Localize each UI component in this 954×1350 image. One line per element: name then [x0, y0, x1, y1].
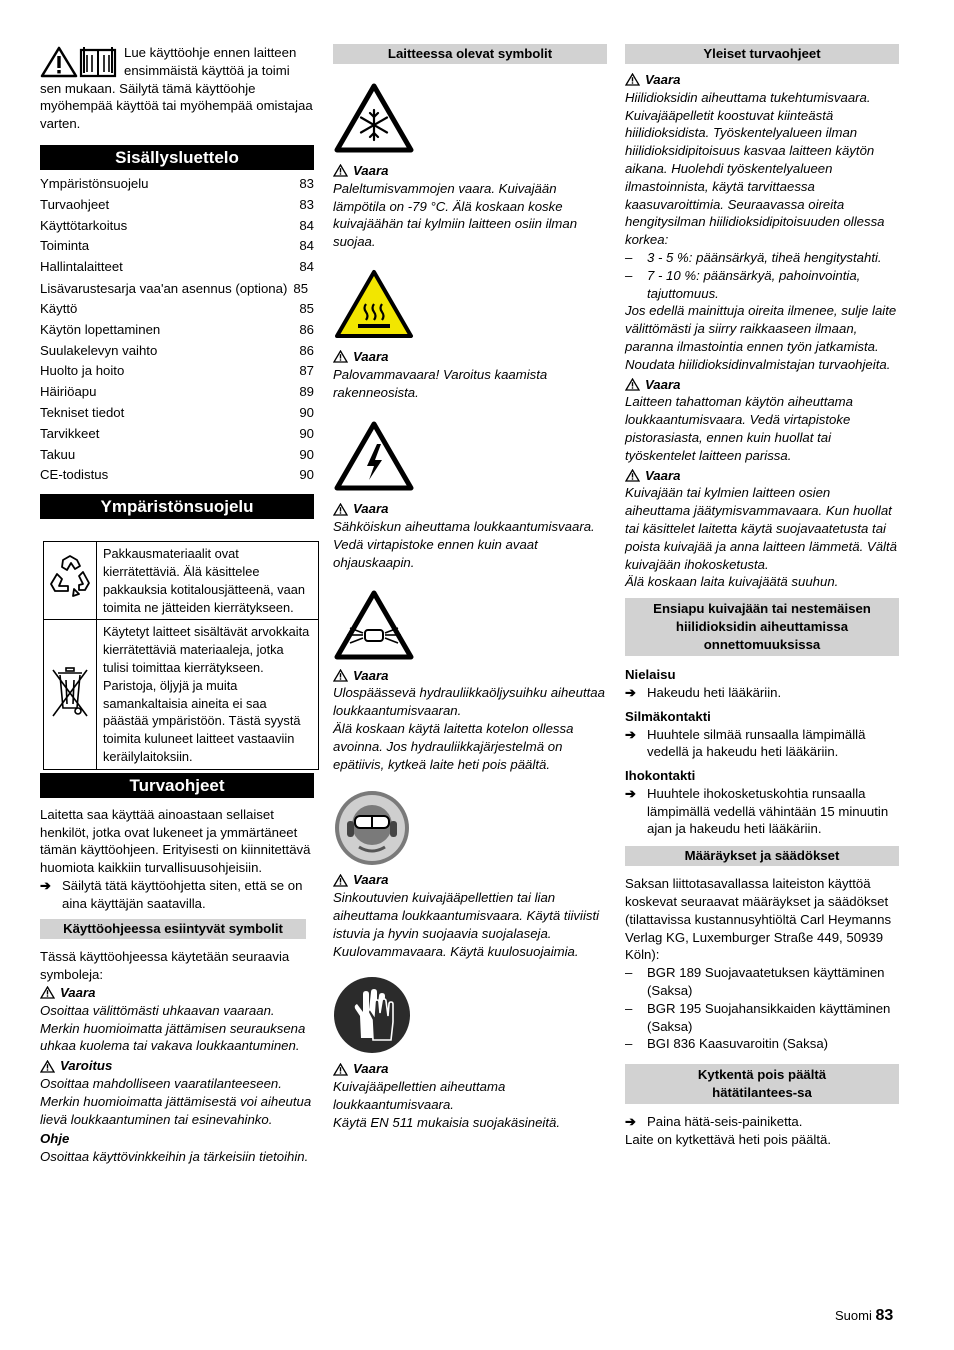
- danger-label: Vaara: [353, 872, 389, 888]
- gloves-text: Kuivajääpellettien aiheuttama loukkaantumisvaara. Käytä EN 511 mukaisia suojakäsineitä.: [333, 1079, 560, 1130]
- manual-book-icon: [78, 46, 118, 78]
- environment-heading: Ympäristönsuojelu: [40, 494, 314, 519]
- symbol-item-goggles: [333, 789, 607, 960]
- arrow-icon: ➔: [625, 684, 637, 700]
- list-item: – BGI 836 Kaasuvaroitin (Saksa): [625, 1036, 829, 1052]
- cold-text: Paleltumisvammojen vaara. Kuivajään lämpötila on -79 °C. Älä koskaan koske kuivajäähän tai kylmiin laitteen osiin ilman suojaa.: [333, 180, 578, 250]
- toc-entry-page: 84: [299, 259, 314, 275]
- swallow-text: Hakeudu heti lääkäriin.: [647, 684, 782, 700]
- recycling-cell: [44, 542, 97, 620]
- column-left: [40, 44, 314, 1166]
- danger-label: Vaara: [353, 163, 389, 178]
- hot-surface-sign-icon: [333, 268, 415, 340]
- toc-entry-title: Käyttötarkoitus: [40, 217, 128, 233]
- toc-entry[interactable]: [40, 403, 314, 424]
- list-item: – 3 - 5 %: päänsärkyä, tiheä hengitystahti.: [625, 249, 882, 265]
- skin-title: Ihokontakti: [625, 768, 696, 784]
- toc-entry-title: Toiminta: [40, 238, 90, 254]
- label-row: [333, 348, 607, 366]
- list-item-text: 3 - 5 %: päänsärkyä, tiheä hengitystahti.: [647, 249, 882, 265]
- toc-entry[interactable]: [40, 236, 314, 257]
- label-row: [625, 71, 899, 89]
- toc-entry[interactable]: [40, 382, 314, 403]
- eye-title: Silmäkontakti: [625, 708, 711, 724]
- toc-entry-page: 84: [299, 238, 314, 254]
- symbol-item-electric: [333, 420, 607, 571]
- note-label: Ohje: [40, 1131, 70, 1147]
- danger-label: Vaara: [645, 376, 681, 392]
- danger-label: Vaara: [645, 467, 681, 483]
- warning-small-icon: [333, 874, 348, 887]
- skin-text: Huuhtele ihokosketuskohtia runsaalla lämpimällä vedellä vähintään 15 minuutin ajan ja hakeudu heti lääkäriin.: [647, 785, 889, 837]
- intro-block: [40, 44, 314, 133]
- regulations-heading: Määräykset ja säädökset: [625, 846, 899, 866]
- symbol-item-hydraulic: [333, 589, 607, 774]
- gloves-sign-icon: [333, 976, 411, 1054]
- toc-entry[interactable]: [40, 445, 314, 466]
- toc-entry-title: Lisävarustesarja vaa'an asennus (optiona): [40, 280, 288, 296]
- estop-text: Laite on kytkettävä heti pois päältä.: [625, 1132, 832, 1148]
- symbol-item-gloves: [333, 976, 607, 1131]
- warning-small-icon: [333, 669, 348, 682]
- swallow-item: [625, 684, 899, 702]
- page-number: 83: [875, 1307, 894, 1324]
- toc-entry-page: 83: [299, 196, 314, 212]
- frostbite-text: Kuivajään tai kylmien laitteen osien aiheuttama jäätymisvammavaara. Kun huollat tai käsittelet laitetta käytä suojavaatetusta tai poista kuivajää ja anna laitteen lämmetä. Vältä kuivajään ihokosketusta. Älä koskaan laita kuivajäätä suuhun.: [625, 485, 897, 590]
- device-symbols-heading: Laitteessa olevat symbolit: [333, 44, 607, 64]
- danger-label: Vaara: [353, 348, 389, 364]
- toc-entry[interactable]: [40, 278, 314, 299]
- table-of-contents: [40, 174, 314, 486]
- toc-entry-page: 87: [299, 363, 314, 379]
- general-safety-heading: Yleiset turvaohjeet: [625, 44, 899, 64]
- disposal-text: Käytetyt laitteet sisältävät arvokkaita kierrätettäviä materiaaleja, jotka tulisi toimittaa kierrätykseen. Paristoja, öljyjä ja muita samankaltaisia aineita ei saa päästää ympäristöön. Tästä syystä toimita kuluneet laitteet vastaaviin keräilylaitoksiin.: [97, 620, 319, 769]
- recycling-text: Pakkausmateriaalit ovat kierrätettäviä. Älä käsittelee pakkauksia kotitalousjätteenä, vaan toimita ne jätteiden kierrätykseen.: [97, 542, 319, 620]
- toc-entry-page: 85: [293, 280, 309, 296]
- symbol-item-hot: [333, 268, 607, 401]
- label-row: [333, 871, 607, 889]
- toc-entry-title: Käyttö: [40, 300, 78, 316]
- toc-entry[interactable]: [40, 361, 314, 382]
- list-item: – BGR 195 Suojahansikkaiden käyttäminen (Saksa): [625, 1000, 899, 1036]
- list-item-text: BGI 836 Kaasuvaroitin (Saksa): [647, 1036, 829, 1052]
- arrow-icon: ➔: [40, 877, 52, 893]
- list-item-text: BGR 195 Suojahansikkaiden käyttäminen (Saksa): [647, 1000, 891, 1034]
- cold-hazard-sign-icon: [333, 82, 415, 154]
- footer-language: Suomi: [835, 1308, 872, 1323]
- toc-entry-page: 90: [299, 467, 314, 483]
- warning-small-icon: [333, 350, 348, 363]
- toc-entry-title: CE-todistus: [40, 467, 109, 483]
- label-row: [333, 667, 607, 685]
- eye-text: Huuhtele silmää runsaalla lämpimällä vedellä ja hakeudu heti lääkäriin.: [647, 726, 866, 760]
- toc-entry-page: 90: [299, 446, 314, 462]
- toc-entry-title: Huolto ja hoito: [40, 363, 125, 379]
- toc-entry-page: 85: [299, 300, 314, 316]
- toc-entry[interactable]: [40, 424, 314, 445]
- emergency-stop-heading: Kytkentä pois päältä hätätilantees-sa: [625, 1064, 899, 1104]
- list-item-text: BGR 189 Suojavaatetuksen käyttäminen (Saksa): [647, 965, 885, 999]
- caution-label-row: [40, 1057, 314, 1075]
- estop-item: [625, 1113, 899, 1131]
- page-footer: [835, 1307, 893, 1325]
- column-middle: [333, 44, 607, 1132]
- toc-entry-page: 90: [299, 425, 314, 441]
- label-row: [333, 1060, 607, 1078]
- intro-icons: [40, 44, 120, 78]
- toc-entry-page: 90: [299, 404, 314, 420]
- toc-entry-title: Häiriöapu: [40, 384, 97, 400]
- recycling-icon: [45, 552, 95, 604]
- list-item-text: 7 - 10 %: päänsärkyä, pahoinvointia, tajuttomuus.: [647, 267, 861, 301]
- toc-entry-title: Tarvikkeet: [40, 425, 100, 441]
- label-row: [625, 467, 899, 485]
- electric-text: Sähköiskun aiheuttama loukkaantumisvaara. Vedä virtapistoke ennen kuin avaat ohjauskaapin.: [333, 519, 595, 570]
- safety-heading: Turvaohjeet: [40, 773, 314, 798]
- note-text: Osoittaa käyttövinkkeihin ja tärkeisiin tietoihin.: [40, 1149, 309, 1165]
- toc-entry[interactable]: [40, 195, 314, 216]
- danger-label: Vaara: [353, 667, 389, 683]
- list-item: – 7 - 10 %: päänsärkyä, pahoinvointia, tajuttomuus.: [625, 267, 899, 303]
- arrow-icon: ➔: [625, 785, 637, 801]
- safety-arrow-item: [40, 877, 314, 913]
- bin-cell: [44, 620, 97, 769]
- toc-entry-title: Suulakelevyn vaihto: [40, 342, 158, 358]
- warning-small-icon: [625, 73, 640, 86]
- co2-after-text: Jos edellä mainittuja oireita ilmenee, sulje laite välittömästi ja siirry raikkaaseen ilmaan, paranna ilmastointia ennen työn jatkamista. Noudata hiilidioksidinvalmistajan turvaohjeita.: [625, 303, 897, 372]
- danger-label: Vaara: [353, 501, 389, 517]
- danger-label-row: [40, 984, 314, 1002]
- danger-label: Vaara: [353, 1061, 389, 1077]
- toc-entry-page: 83: [299, 175, 314, 191]
- label-row: [625, 376, 899, 394]
- regulations-text: Saksan liittotasavallassa laiteiston käyttöä koskevat seuraavat määräykset ja säädökset (tilattavissa kustannusyhtiöltä Carl Heymanns Verlag KG, Luxemburger Straße 449, 50939 Köln):: [625, 876, 892, 963]
- label-row: [333, 500, 607, 518]
- list-item: – BGR 189 Suojavaatetuksen käyttäminen (Saksa): [625, 964, 899, 1000]
- warning-small-icon: [333, 503, 348, 516]
- electric-shock-sign-icon: [333, 420, 415, 492]
- caution-label: Varoitus: [60, 1058, 113, 1074]
- toc-entry[interactable]: [40, 257, 314, 278]
- danger-label: Vaara: [60, 985, 96, 1001]
- arrow-icon: ➔: [625, 1114, 637, 1130]
- first-aid-heading: Ensiapu kuivajään tai nestemäisen hiilidioksidin aiheuttamissa onnettomuuksissa: [625, 598, 899, 656]
- toc-entry-page: 89: [299, 384, 314, 400]
- toc-entry-title: Tekniset tiedot: [40, 404, 125, 420]
- toc-entry[interactable]: [40, 174, 314, 195]
- symbols-heading: Käyttöohjeessa esiintyvät symbolit: [40, 919, 306, 939]
- unintended-start-text: Laitteen tahattoman käytön aiheuttama loukkaantumisvaara. Vedä virtapistoke pistorasiasta, ennen kuin huollat tai työskentelet laitteen parissa.: [625, 394, 854, 463]
- toc-entry[interactable]: [40, 341, 314, 362]
- danger-text: Osoittaa välittömästi uhkaavan vaaraan. Merkin huomioimatta jättämisen seurauksena uhkaa kuolema tai vakava loukkaantuminen.: [40, 1002, 306, 1054]
- table-row: [44, 620, 319, 769]
- crossed-bin-icon: [47, 664, 93, 720]
- estop-arrow-text: Paina hätä-seis-painiketta.: [647, 1114, 803, 1130]
- environment-table: [43, 541, 319, 770]
- caution-text: Osoittaa mahdolliseen vaaratilanteeseen. Merkin huomioimatta jättämisestä voi aiheutua lievä loukkaantuminen tai esinevahinko.: [40, 1076, 312, 1127]
- toc-entry[interactable]: [40, 216, 314, 237]
- hot-text: Palovammavaara! Varoitus kaamista rakenneosista.: [333, 366, 548, 400]
- swallow-title: Nielaisu: [625, 667, 676, 683]
- toc-entry-title: Takuu: [40, 446, 76, 462]
- co2-warning-text: Hiilidioksidin aiheuttama tukehtumisvaara. Kuivajääpelletit koostuvat kiinteästä hiilidioksidista. Työskentelyalueen ilman hiilidioksidipitoisuus kasvaa laitteen käytön aikana. Huolehdi työskentelyalueen ilmastoinnista, käytä tarvittaessa kaasuvaroittimia. Seuraavassa oireita hengitysilman hiilidioksidipitoisuuden ollessa korkea:: [625, 89, 885, 248]
- toc-entry-title: Turvaohjeet: [40, 196, 110, 212]
- warning-small-icon: [333, 164, 348, 177]
- warning-small-icon: [625, 378, 640, 391]
- danger-label: Vaara: [645, 72, 681, 87]
- safety-intro: Laitetta saa käyttää ainoastaan sellaiset henkilöt, jotka ovat lukeneet ja ymmärtäneet tämän käyttöohjeen. Erityisesti on kiinnitettävä huomiota kaikkiin turvallisuusohjeisiin.: [40, 806, 311, 876]
- safety-arrow-text: Säilytä tätä käyttöohjetta siten, että se on aina käyttäjän saatavilla.: [62, 877, 303, 911]
- toc-entry[interactable]: [40, 465, 314, 486]
- warning-small-icon: [625, 469, 640, 482]
- intro-text: Lue käyttöohje ennen laitteen ensimmäistä käyttöä ja toimi sen mukaan. Säilytä tämä käyttöohje myöhempää käyttöä tai myöhempää omistajaa varten.: [40, 45, 313, 132]
- toc-entry-page: 84: [299, 217, 314, 233]
- arrow-icon: ➔: [625, 726, 637, 742]
- table-row: [44, 542, 319, 620]
- warning-small-icon: [40, 1060, 55, 1073]
- toc-entry-page: 86: [299, 342, 314, 358]
- warning-small-icon: [40, 986, 55, 999]
- warning-triangle-icon: [40, 46, 78, 78]
- skin-item: [625, 785, 899, 838]
- hydraulic-text: Ulospäässevä hydrauliikkaöljysuihku aiheuttaa loukkaantumisvaaran. Älä koskaan käytä laitetta kotelon ollessa avoinna. Jos hydrauliikkajärjestelmä on epätiivis, kytkeä laite heti pois päältä.: [333, 685, 605, 772]
- toc-entry-title: Ympäristönsuojelu: [40, 175, 149, 191]
- toc-heading: Sisällysluettelo: [40, 145, 314, 170]
- label-row: [333, 162, 607, 180]
- toc-entry-title: Käytön lopettaminen: [40, 321, 161, 337]
- toc-entry-title: Hallintalaitteet: [40, 259, 123, 275]
- goggles-earmuffs-sign-icon: [333, 789, 411, 867]
- symbols-intro: Tässä käyttöohjeessa käytetään seuraavia symboleja:: [40, 949, 290, 983]
- column-right: [625, 44, 899, 1149]
- toc-entry-page: 86: [299, 321, 314, 337]
- hydraulic-spray-sign-icon: [333, 589, 415, 661]
- goggles-text: Sinkoutuvien kuivajääpellettien tai lian aiheuttama loukkaantumisvaara. Käytä tiiviisti istuvia ja hyvin suojaavia suojalaseja. Kuulovammavaara. Käytä kuulosuojaimia.: [333, 890, 600, 959]
- eye-item: [625, 726, 899, 762]
- toc-entry[interactable]: [40, 320, 314, 341]
- symbol-item-cold: [333, 82, 607, 251]
- warning-small-icon: [333, 1063, 348, 1076]
- toc-entry[interactable]: [40, 299, 314, 320]
